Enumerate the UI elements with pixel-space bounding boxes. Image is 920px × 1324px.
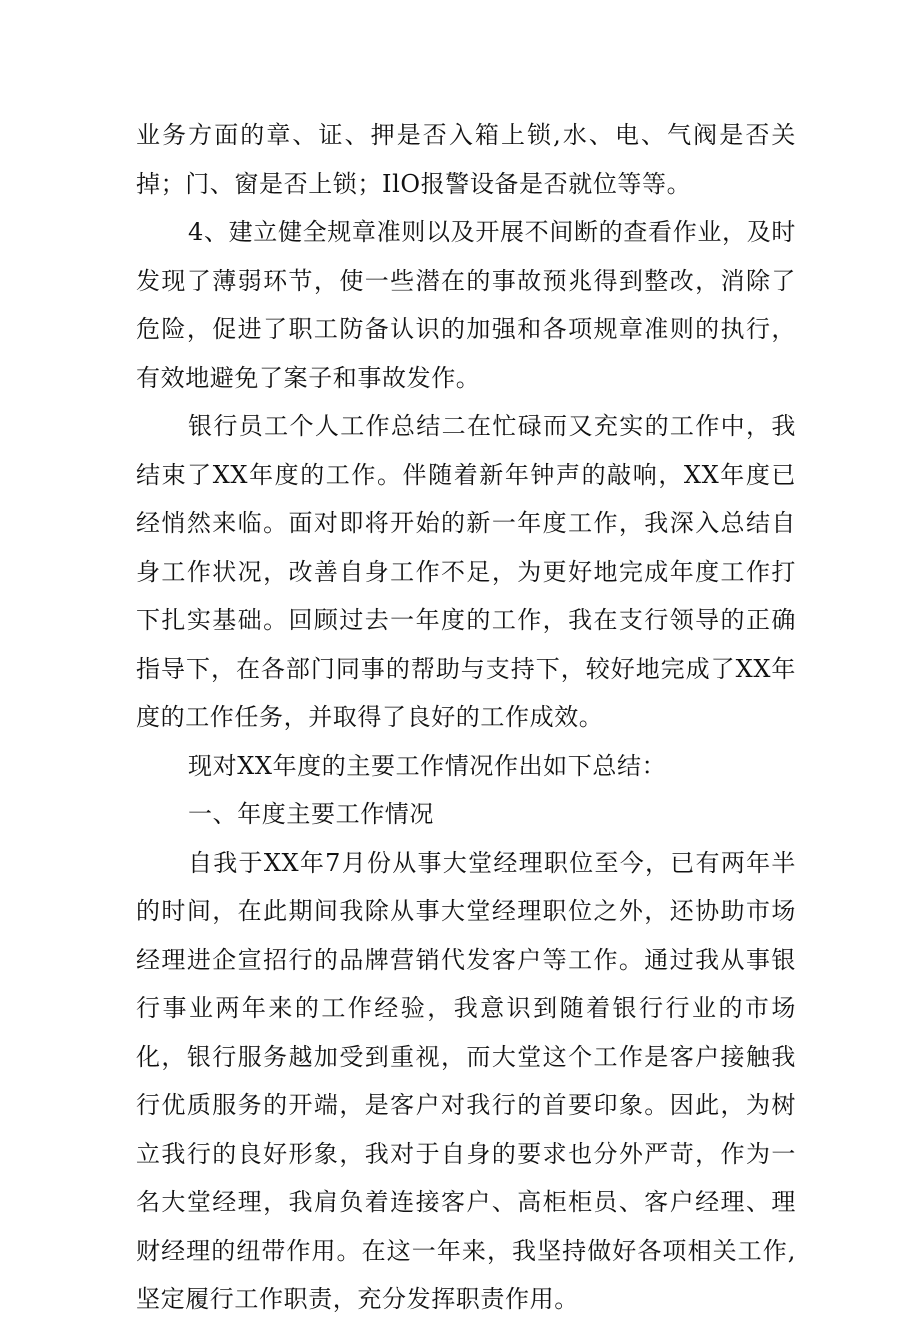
paragraph-rules-inspection: 4、建立健全规章准则以及开展不间断的查看作业，及时发现了薄弱环节，使一些潜在的事故预兆得到整改，消除了危险，促进了职工防备认识的加强和各项规章准则的执行，有效地避免了案子和事故发作。	[136, 218, 796, 392]
paragraph-lobby-manager: 自我于XX年7月份从事大堂经理职位至今，已有两年半的时间，在此期间我除从事大堂经理职位之外，还协助市场经理进企宣招行的品牌营销代发客户等工作。通过我从事银行事业两年来的工作经验，我意识到随着银行行业的市场化，银行服务越加受到重视，而大堂这个工作是客户接触我行优质服务的开端，是客户对我行的首要印象。因此，为树立我行的良好形象，我对于自身的要求也分外严苛，作为一名大堂经理，我肩负着连接客户、高柜柜员、客户经理、理财经理的纽带作用。在这一年来，我坚持做好各项相关工作,坚定履行工作职责，充分发挥职责作用。	[136, 848, 796, 1313]
paragraph-summary-lead: 现对XX年度的主要工作情况作出如下总结：	[188, 751, 667, 780]
section-heading-annual-work: 一、年度主要工作情况	[188, 800, 434, 828]
document-body	[136, 111, 796, 1324]
paragraph-security-checks: 业务方面的章、证、押是否入箱上锁,水、电、气阀是否关掉；门、窗是否上锁；IlO报警设备是否就位等等。	[136, 121, 796, 198]
paragraph-summary-intro: 银行员工个人工作总结二在忙碌而又充实的工作中，我结束了XX年度的工作。伴随着新年钟声的敲响，XX年度已经悄然来临。面对即将开始的新一年度工作，我深入总结自身工作状况，改善自身工作不足，为更好地完成年度工作打下扎实基础。回顾过去一年度的工作，我在支行领导的正确指导下，在各部门同事的帮助与支持下，较好地完成了XX年度的工作任务，并取得了良好的工作成效。	[136, 412, 796, 731]
